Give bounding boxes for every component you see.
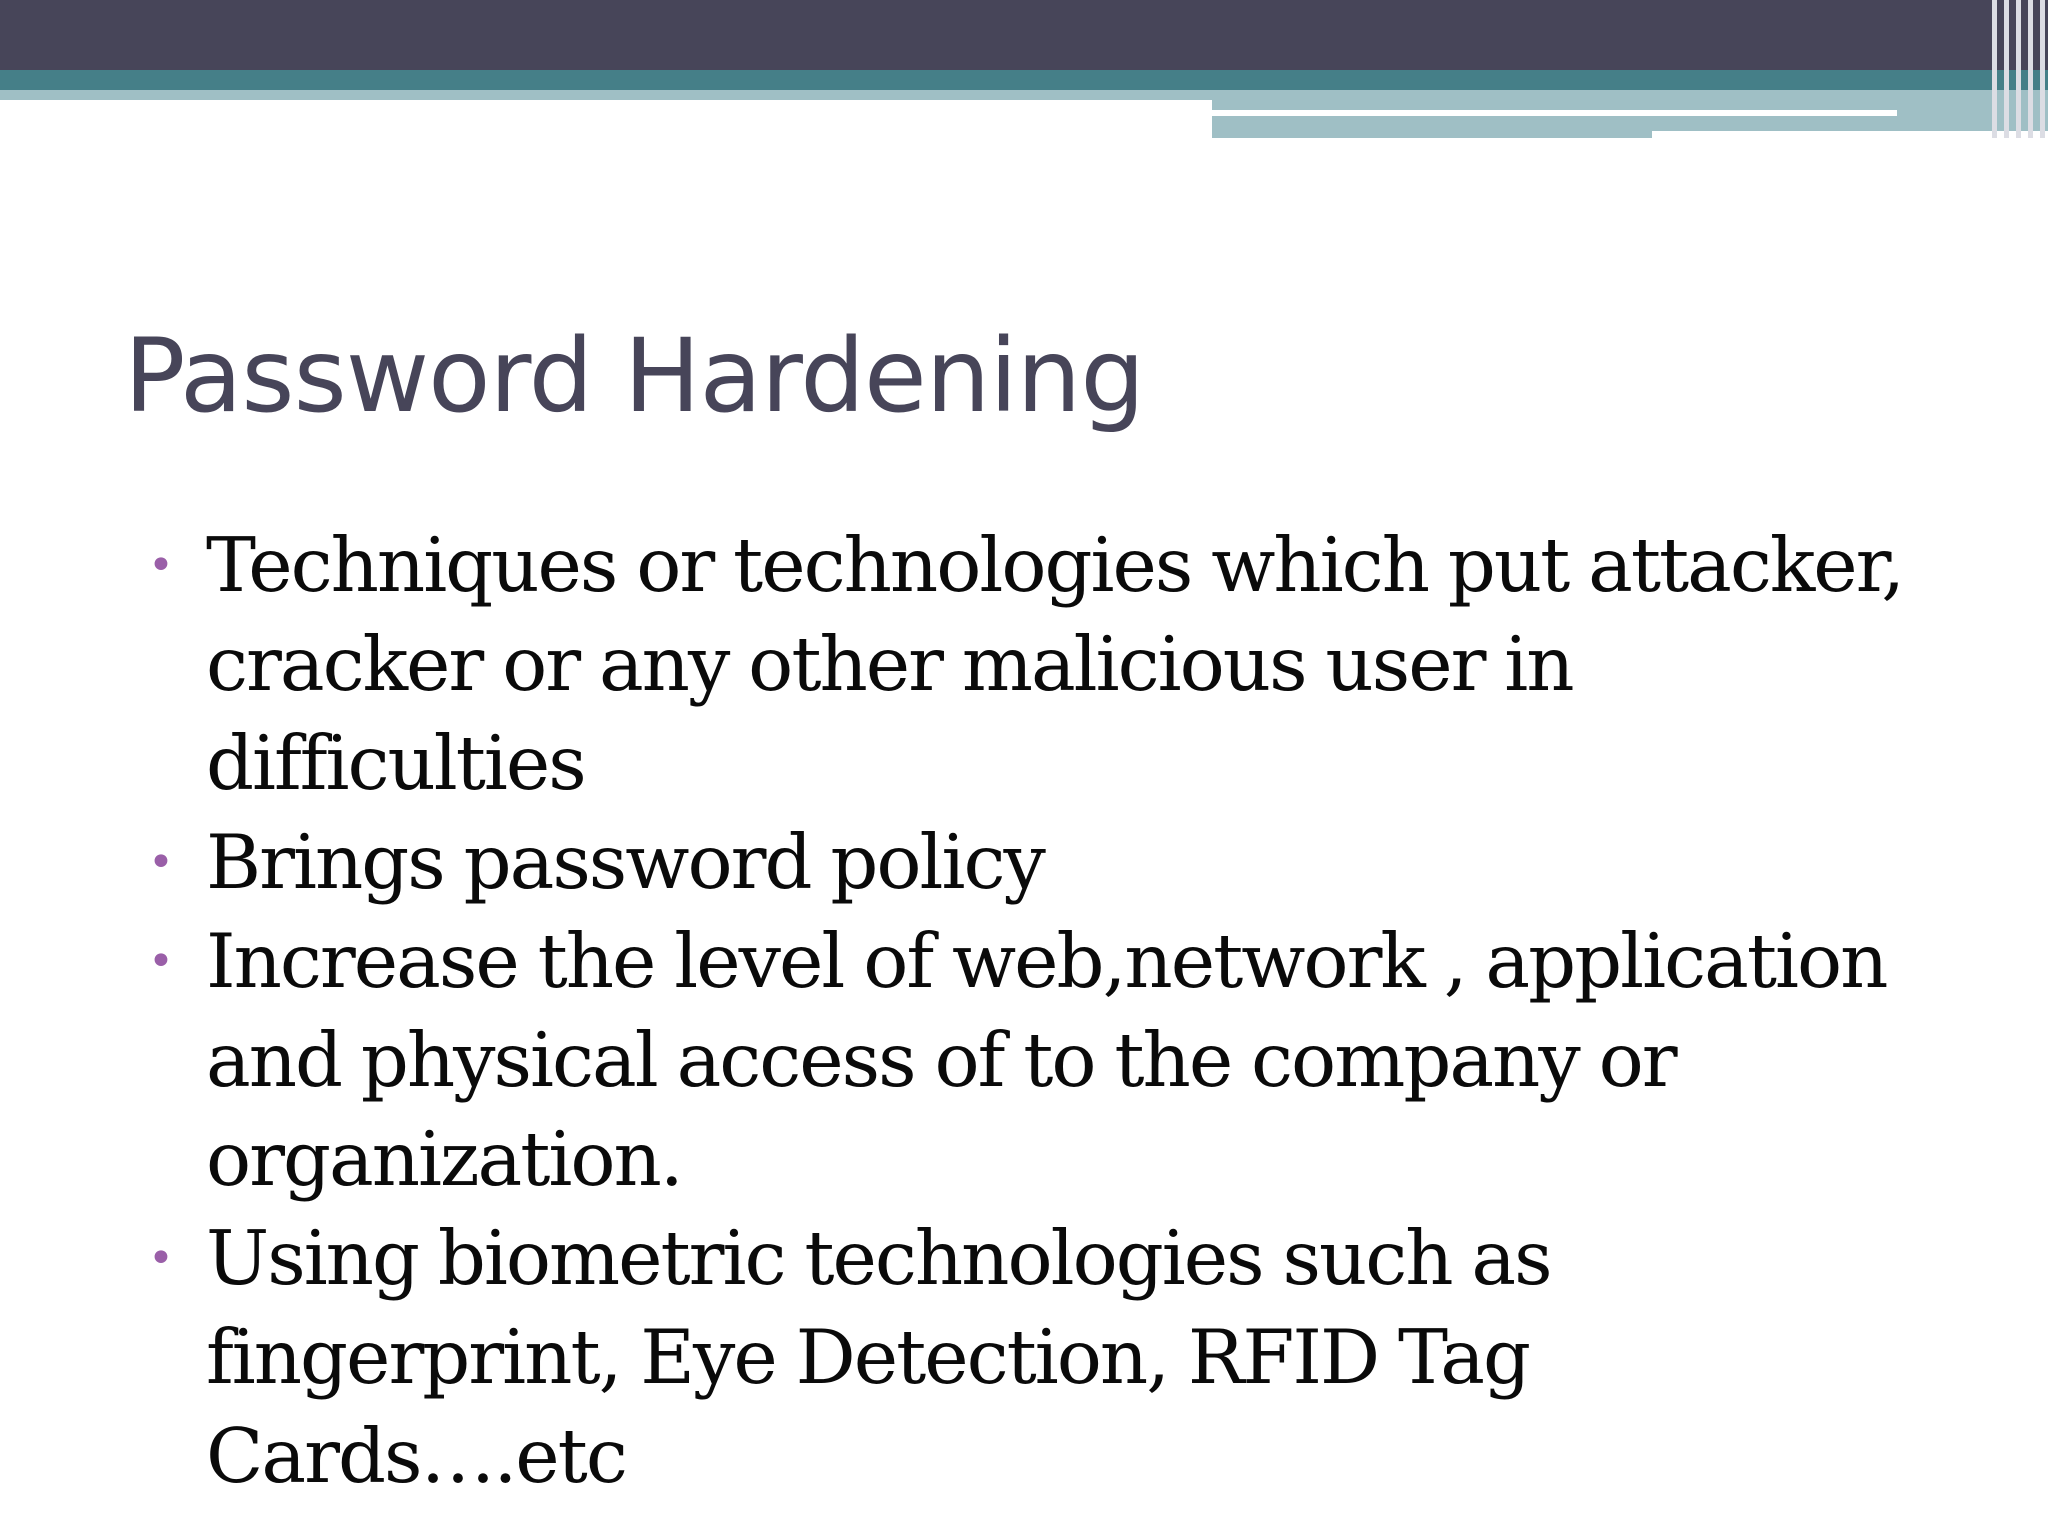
bullet-text-line: and physical access of to the company or xyxy=(206,1016,1676,1104)
bullet-item xyxy=(148,516,1948,813)
bullet-text-line: Increase the level of web,network , application xyxy=(206,917,1887,1005)
header-white-line xyxy=(1212,110,1897,116)
header-light-band-left xyxy=(0,90,1212,100)
bullet-text-line: Brings password policy xyxy=(206,818,1044,906)
bullet-text-line: organization. xyxy=(206,1115,682,1203)
bullet-dot-icon: • xyxy=(148,837,172,888)
bullet-dot-icon: • xyxy=(148,1233,172,1284)
edge-stripe xyxy=(2016,0,2021,138)
edge-stripe xyxy=(2028,0,2033,138)
bullet-dot-icon: • xyxy=(148,540,172,591)
edge-stripe xyxy=(2004,0,2009,138)
edge-stripe xyxy=(2040,0,2045,138)
bullet-text-line: Techniques or technologies which put attacker, xyxy=(206,521,1904,609)
bullet-list xyxy=(148,516,1948,1506)
header-teal-band xyxy=(0,70,2048,90)
slide-title: Password Hardening xyxy=(124,317,1145,436)
header-dark-band xyxy=(0,0,2048,70)
bullet-text-line: Using biometric technologies such as xyxy=(206,1214,1551,1302)
edge-stripe xyxy=(1992,0,1997,138)
header-edge-stripes xyxy=(1988,0,2048,138)
bullet-item xyxy=(148,813,1948,912)
bullet-dot-icon: • xyxy=(148,936,172,987)
bullet-text-line: fingerprint, Eye Detection, RFID Tag Cards….etc xyxy=(206,1313,1529,1500)
bullet-item xyxy=(148,912,1948,1209)
bullet-item xyxy=(148,1209,1948,1506)
bullet-text-line: cracker or any other malicious user in difficulties xyxy=(206,620,1573,807)
